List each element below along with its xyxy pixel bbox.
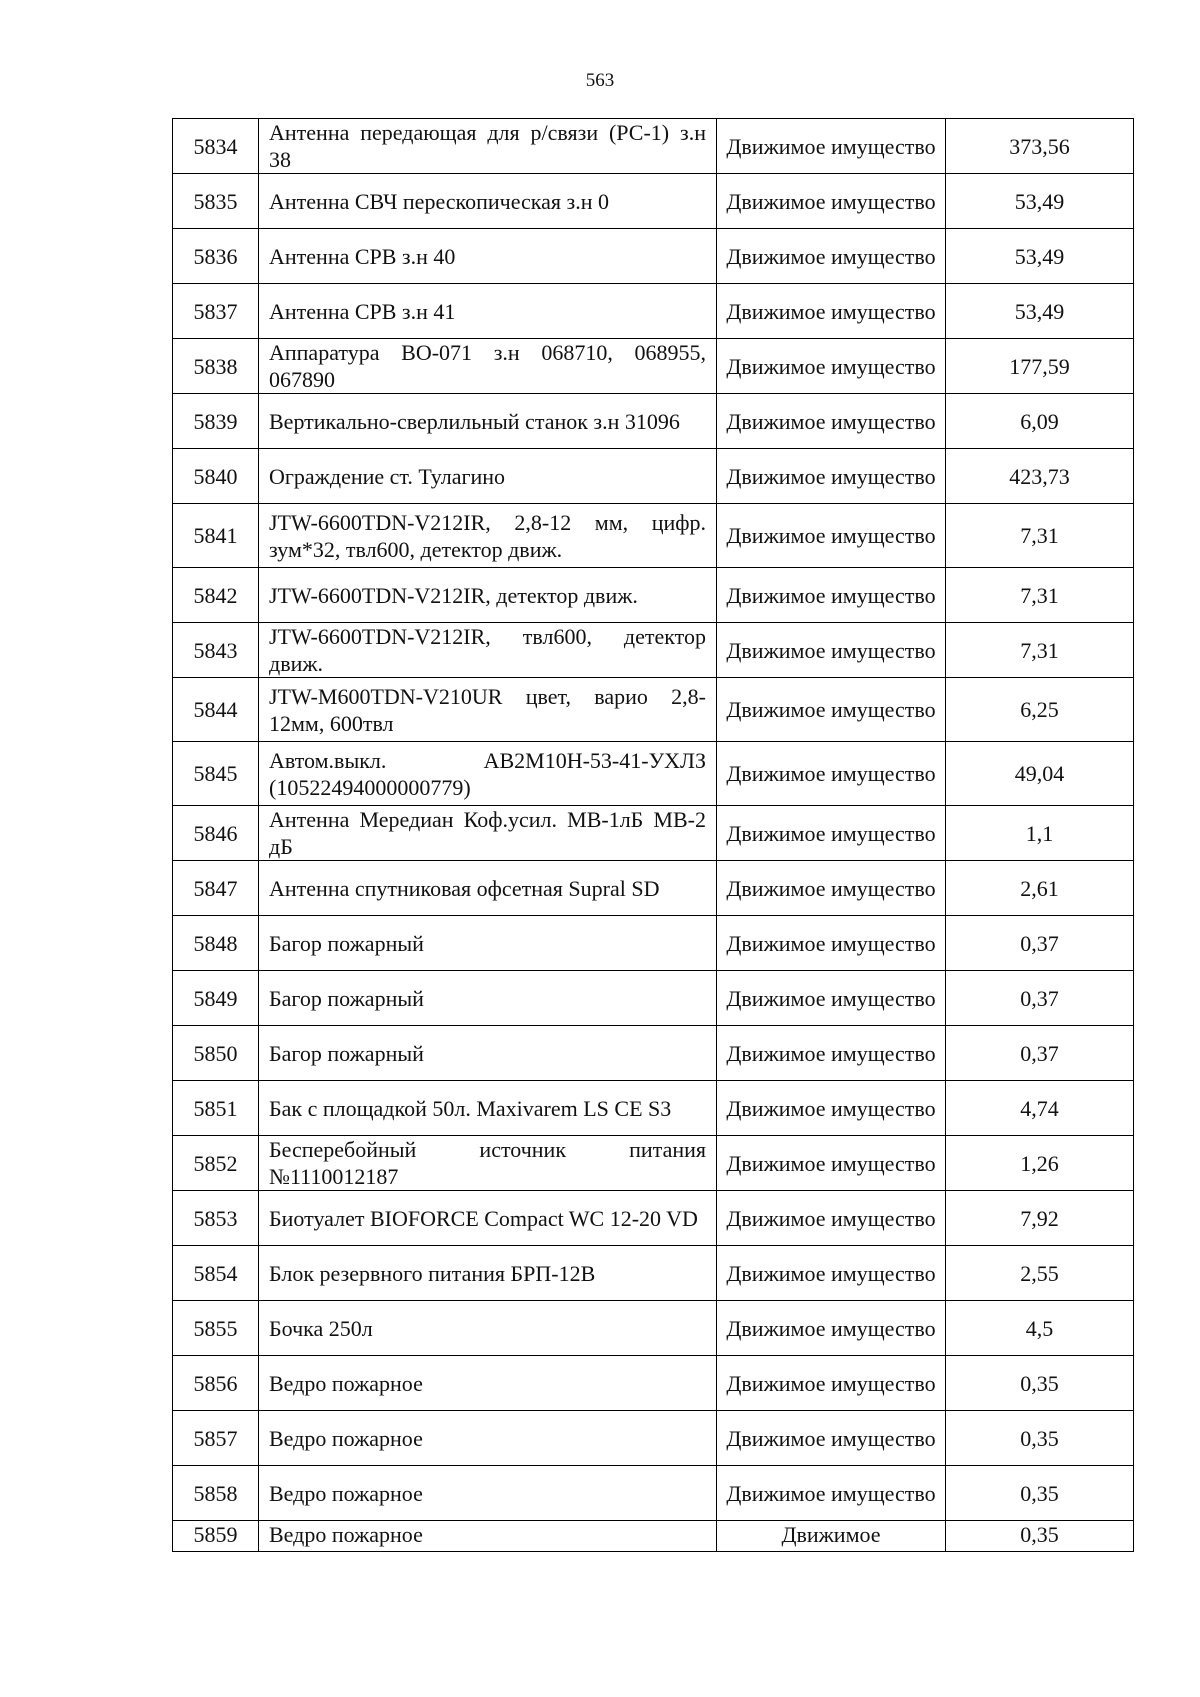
item-value: 4,74 [946,1081,1134,1136]
item-name: JTW-M600TDN-V210UR цвет, варио 2,8-12мм, 600твл [259,678,717,742]
item-value: 7,92 [946,1191,1134,1246]
property-type: Движимое имущество [717,339,946,394]
item-value: 0,37 [946,916,1134,971]
property-table [172,118,1134,1552]
table-row [173,1081,1134,1136]
item-name: JTW-6600TDN-V212IR, детектор движ. [259,568,717,623]
item-value: 373,56 [946,119,1134,174]
row-number: 5855 [173,1301,259,1356]
property-type: Движимое имущество [717,394,946,449]
item-value: 6,09 [946,394,1134,449]
item-value: 2,55 [946,1246,1134,1301]
table-row [173,1521,1134,1552]
table-row [173,568,1134,623]
property-type: Движимое имущество [717,1136,946,1191]
row-number: 5859 [173,1521,259,1552]
table-row [173,861,1134,916]
row-number: 5838 [173,339,259,394]
item-value: 1,26 [946,1136,1134,1191]
property-type: Движимое имущество [717,229,946,284]
table-row [173,449,1134,504]
row-number: 5840 [173,449,259,504]
row-number: 5841 [173,504,259,568]
item-name: Антенна СРВ з.н 40 [259,229,717,284]
item-value: 7,31 [946,568,1134,623]
item-value: 0,37 [946,971,1134,1026]
item-name: Ведро пожарное [259,1356,717,1411]
table-row [173,174,1134,229]
row-number: 5857 [173,1411,259,1466]
table-row [173,229,1134,284]
table-row [173,623,1134,678]
table-row [173,1026,1134,1081]
property-type: Движимое имущество [717,861,946,916]
item-name: Антенна Мередиан Коф.усил. МВ-1лБ МВ-2 дБ [259,806,717,861]
row-number: 5847 [173,861,259,916]
table-row [173,971,1134,1026]
row-number: 5842 [173,568,259,623]
property-type: Движимое имущество [717,1466,946,1521]
property-type: Движимое имущество [717,623,946,678]
item-value: 0,35 [946,1521,1134,1552]
item-name: Антенна спутниковая офсетная Supral SD [259,861,717,916]
item-name: Багор пожарный [259,916,717,971]
item-name: Вертикально-сверлильный станок з.н 31096 [259,394,717,449]
property-type: Движимое имущество [717,971,946,1026]
item-name: Багор пожарный [259,1026,717,1081]
row-number: 5837 [173,284,259,339]
item-value: 49,04 [946,742,1134,806]
property-type: Движимое имущество [717,1081,946,1136]
row-number: 5858 [173,1466,259,1521]
item-name: Антенна СВЧ перескопическая з.н 0 [259,174,717,229]
item-value: 2,61 [946,861,1134,916]
property-type: Движимое [717,1521,946,1552]
item-name: Ведро пожарное [259,1521,717,1552]
item-name: Антенна СРВ з.н 41 [259,284,717,339]
property-type: Движимое имущество [717,1301,946,1356]
table-row [173,504,1134,568]
item-value: 4,5 [946,1301,1134,1356]
table-row [173,339,1134,394]
row-number: 5848 [173,916,259,971]
table-row [173,1356,1134,1411]
item-value: 0,37 [946,1026,1134,1081]
item-value: 0,35 [946,1411,1134,1466]
page-number: 563 [585,70,615,91]
table-row [173,1466,1134,1521]
item-value: 423,73 [946,449,1134,504]
item-name: Бочка 250л [259,1301,717,1356]
row-number: 5834 [173,119,259,174]
item-name: JTW-6600TDN-V212IR, 2,8-12 мм, цифр. зум*32, твл600, детектор движ. [259,504,717,568]
row-number: 5844 [173,678,259,742]
item-name: Биотуалет BIOFORCE Compact WC 12-20 VD [259,1191,717,1246]
property-type: Движимое имущество [717,1026,946,1081]
row-number: 5849 [173,971,259,1026]
item-value: 53,49 [946,229,1134,284]
table-row [173,119,1134,174]
table-row [173,916,1134,971]
row-number: 5853 [173,1191,259,1246]
table-row [173,1301,1134,1356]
property-type: Движимое имущество [717,449,946,504]
table-row [173,806,1134,861]
item-name: Бак с площадкой 50л. Maxivarem LS CE S3 [259,1081,717,1136]
item-name: Бесперебойный источник питания №1110012187 [259,1136,717,1191]
item-name: Блок резервного питания БРП-12В [259,1246,717,1301]
item-name: Ведро пожарное [259,1411,717,1466]
property-type: Движимое имущество [717,568,946,623]
table-row [173,394,1134,449]
row-number: 5839 [173,394,259,449]
item-name: Ведро пожарное [259,1466,717,1521]
table-row [173,678,1134,742]
item-name: Автом.выкл. АВ2М10Н-53-41-УХЛЗ (10522494000000779) [259,742,717,806]
row-number: 5846 [173,806,259,861]
table-row [173,1246,1134,1301]
row-number: 5845 [173,742,259,806]
item-value: 53,49 [946,174,1134,229]
property-type: Движимое имущество [717,1356,946,1411]
item-name: Антенна передающая для р/связи (РС-1) з.н 38 [259,119,717,174]
table-row [173,1191,1134,1246]
table-row [173,742,1134,806]
property-type: Движимое имущество [717,284,946,339]
property-type: Движимое имущество [717,678,946,742]
table-row [173,284,1134,339]
row-number: 5843 [173,623,259,678]
row-number: 5835 [173,174,259,229]
row-number: 5856 [173,1356,259,1411]
item-name: Багор пожарный [259,971,717,1026]
row-number: 5852 [173,1136,259,1191]
row-number: 5854 [173,1246,259,1301]
table-row [173,1136,1134,1191]
property-type: Движимое имущество [717,1246,946,1301]
row-number: 5836 [173,229,259,284]
property-type: Движимое имущество [717,916,946,971]
item-value: 177,59 [946,339,1134,394]
property-type: Движимое имущество [717,742,946,806]
property-type: Движимое имущество [717,119,946,174]
table-row [173,1411,1134,1466]
item-value: 53,49 [946,284,1134,339]
property-type: Движимое имущество [717,174,946,229]
row-number: 5850 [173,1026,259,1081]
property-type: Движимое имущество [717,1191,946,1246]
item-name: JTW-6600TDN-V212IR, твл600, детектор движ. [259,623,717,678]
property-type: Движимое имущество [717,504,946,568]
item-value: 7,31 [946,623,1134,678]
item-value: 0,35 [946,1466,1134,1521]
item-name: Ограждение ст. Тулагино [259,449,717,504]
item-value: 6,25 [946,678,1134,742]
row-number: 5851 [173,1081,259,1136]
item-value: 1,1 [946,806,1134,861]
item-value: 0,35 [946,1356,1134,1411]
item-name: Аппаратура ВО-071 з.н 068710, 068955, 067890 [259,339,717,394]
item-value: 7,31 [946,504,1134,568]
property-type: Движимое имущество [717,806,946,861]
property-type: Движимое имущество [717,1411,946,1466]
